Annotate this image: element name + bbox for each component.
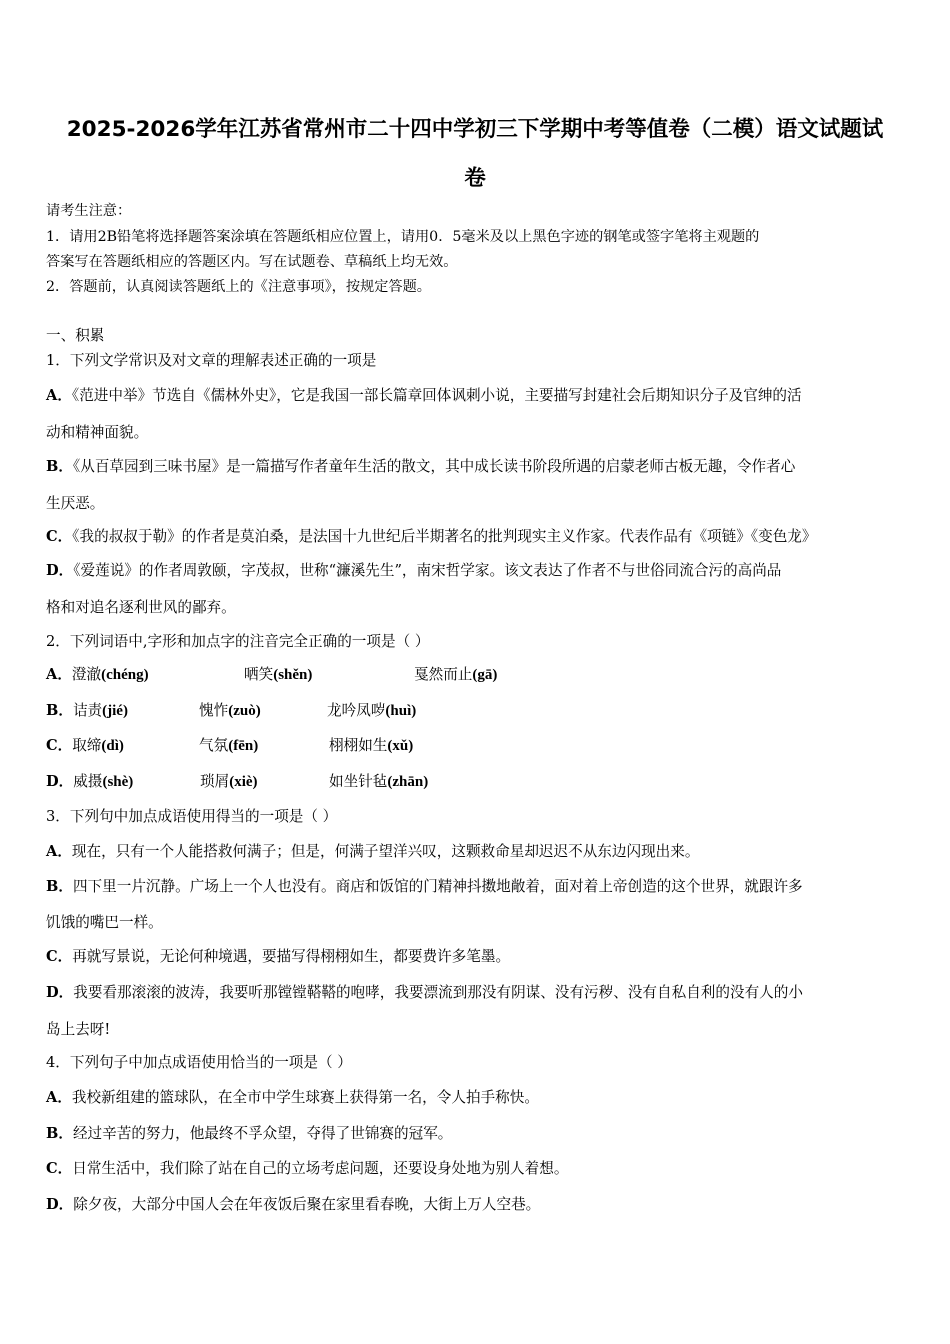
q2-option-d xyxy=(46,772,133,792)
word: 哂笑 xyxy=(244,666,274,683)
q3-option-b-line1 xyxy=(46,877,803,897)
q1-option-a-line1 xyxy=(46,386,802,406)
q3-option-a xyxy=(46,842,699,862)
pinyin: (jié) xyxy=(102,703,128,719)
option-letter: B． xyxy=(46,878,73,895)
word: 诘责 xyxy=(72,702,103,719)
q2-option-b xyxy=(46,701,128,721)
option-text: 我要看那滚滚的波涛，我要听那镗镗鞳鞳的咆哮，我要漂流到那没有阴谋、没有污秽、没有自私自利的没有人的小 xyxy=(73,984,803,1001)
option-letter: D． xyxy=(46,562,74,579)
pinyin: (xiè) xyxy=(229,774,258,790)
option-letter: C． xyxy=(46,1160,73,1177)
option-text: 除夕夜，大部分中国人会在年夜饭后聚在家里看春晚，大街上万人空巷。 xyxy=(73,1196,541,1213)
q4-option-d xyxy=(46,1195,540,1215)
option-text: 《从百草园到三味书屋》是一篇描写作者童年生活的散文，其中成长读书阶段所遇的启蒙老师古板无趣，令作者心 xyxy=(72,458,796,475)
word: 琐屑 xyxy=(200,773,230,790)
q2-option-c xyxy=(46,736,124,756)
option-letter: C． xyxy=(46,737,73,754)
pinyin: (chéng) xyxy=(101,667,149,683)
q4-option-a xyxy=(46,1088,539,1108)
q2-option-d-word3 xyxy=(329,772,428,792)
option-text: 我校新组建的篮球队，在全市中学生球赛上获得第一名，令人拍手称快。 xyxy=(71,1089,539,1106)
option-text: 《范进中举》节选自《儒林外史》，它是我国一部长篇章回体讽刺小说，主要描写封建社会后期知识分子及官绅的活 xyxy=(71,387,802,404)
q4-stem: 4．下列句子中加点成语使用恰当的一项是（ ） xyxy=(46,1054,352,1071)
word: 气氛 xyxy=(199,737,229,754)
q1-option-a-line2: 动和精神面貌。 xyxy=(46,424,149,441)
q4-option-c xyxy=(46,1159,568,1179)
word: 愧怍 xyxy=(199,702,229,719)
pinyin: (zhān) xyxy=(387,774,429,790)
option-text: 经过辛苦的努力，他最终不孚众望，夺得了世锦赛的冠军。 xyxy=(72,1125,453,1142)
q3-option-c xyxy=(46,947,510,967)
q3-option-d-line2: 岛上去呀! xyxy=(46,1021,111,1038)
q1-option-d-line2: 格和对追名逐利世风的鄙弃。 xyxy=(46,599,236,616)
pinyin: (zuò) xyxy=(228,703,261,719)
option-letter: A． xyxy=(46,843,72,860)
word: 取缔 xyxy=(72,737,102,754)
q1-option-b-line2: 生厌恶。 xyxy=(46,495,105,512)
option-letter: D． xyxy=(46,773,74,790)
exam-title-line1: 2025-2026学年江苏省常州市二十四中学初三下学期中考等值卷（二模）语文试题试 xyxy=(66,117,884,142)
q1-option-b-line1 xyxy=(46,457,795,477)
q1-option-d-line1 xyxy=(46,561,781,581)
q2-option-c-word2 xyxy=(199,736,258,756)
option-text: 现在，只有一个人能搭救何满子；但是，何满子望洋兴叹，这颗救命星却迟迟不从东边闪现出来。 xyxy=(71,843,700,860)
word: 栩栩如生 xyxy=(329,737,388,754)
option-text: 日常生活中，我们除了站在自己的立场考虑问题，还要设身处地为别人着想。 xyxy=(72,1160,569,1177)
option-text: 四下里一片沉静。广场上一个人也没有。商店和饭馆的门精神抖擞地敞着，面对着上帝创造的这个世界，就跟许多 xyxy=(72,878,803,895)
q1-stem: 1．下列文学常识及对文章的理解表述正确的一项是 xyxy=(46,352,377,369)
pinyin: (dì) xyxy=(101,738,124,754)
option-text: 再就写景说，无论何种境遇，要描写得栩栩如生，都要费许多笔墨。 xyxy=(72,948,511,965)
option-letter: C． xyxy=(46,948,73,965)
option-letter: A． xyxy=(46,387,72,404)
q2-option-b-word3 xyxy=(327,701,416,721)
q2-option-b-word2 xyxy=(199,701,261,721)
option-letter: B． xyxy=(46,702,73,719)
word: 如坐针毡 xyxy=(329,773,388,790)
exam-title-line2: 卷 xyxy=(464,166,486,191)
notice-heading: 请考生注意： xyxy=(46,203,132,219)
word: 澄澈 xyxy=(71,666,102,683)
word: 威摄 xyxy=(73,773,103,790)
section-heading: 一、积累 xyxy=(46,327,105,344)
q3-option-b-line2: 饥饿的嘴巴一样。 xyxy=(46,914,163,931)
q3-stem: 3．下列句中加点成语使用得当的一项是（ ） xyxy=(46,808,338,825)
q2-option-a-word2 xyxy=(244,665,312,685)
option-letter: A． xyxy=(46,666,72,683)
option-letter: D． xyxy=(46,984,74,1001)
pinyin: (shěn) xyxy=(273,667,313,683)
pinyin: (gā) xyxy=(472,667,498,683)
notice-item-1a: 1．请用2B铅笔将选择题答案涂填在答题纸相应位置上，请用0．5毫米及以上黑色字迹的钢笔或签字笔将主观题的 xyxy=(46,229,760,245)
q4-option-b xyxy=(46,1124,452,1144)
pinyin: (xǔ) xyxy=(387,738,414,754)
option-text: 《爱莲说》的作者周敦颐，字茂叔，世称“濂溪先生”，南宋哲学家。该文表达了作者不与世俗同流合污的高尚品 xyxy=(73,562,782,579)
option-letter: D． xyxy=(46,1196,74,1213)
option-letter: B． xyxy=(46,1125,73,1142)
q2-option-a xyxy=(46,665,149,685)
q2-option-a-word3 xyxy=(414,665,497,685)
pinyin: (fēn) xyxy=(228,738,259,754)
option-letter: B． xyxy=(46,458,73,475)
option-letter: C． xyxy=(46,528,73,545)
notice-item-2: 2．答题前，认真阅读答题纸上的《注意事项》，按规定答题。 xyxy=(46,279,431,295)
notice-item-1b: 答案写在答题纸相应的答题区内。写在试题卷、草稿纸上均无效。 xyxy=(46,254,458,270)
pinyin: (shè) xyxy=(102,774,134,790)
pinyin: (huì) xyxy=(385,703,417,719)
q2-option-d-word2 xyxy=(200,772,258,792)
word: 戛然而止 xyxy=(414,666,473,683)
q2-stem: 2．下列词语中,字形和加点字的注音完全正确的一项是（ ） xyxy=(46,633,430,650)
word: 龙吟凤哕 xyxy=(327,702,386,719)
option-letter: A． xyxy=(46,1089,72,1106)
q1-option-c xyxy=(46,527,817,547)
option-text: 《我的叔叔于勒》的作者是莫泊桑，是法国十九世纪后半期著名的批判现实主义作家。代表作品有《项链》《变色龙》 xyxy=(72,528,817,545)
q2-option-c-word3 xyxy=(329,736,413,756)
q3-option-d-line1 xyxy=(46,983,803,1003)
